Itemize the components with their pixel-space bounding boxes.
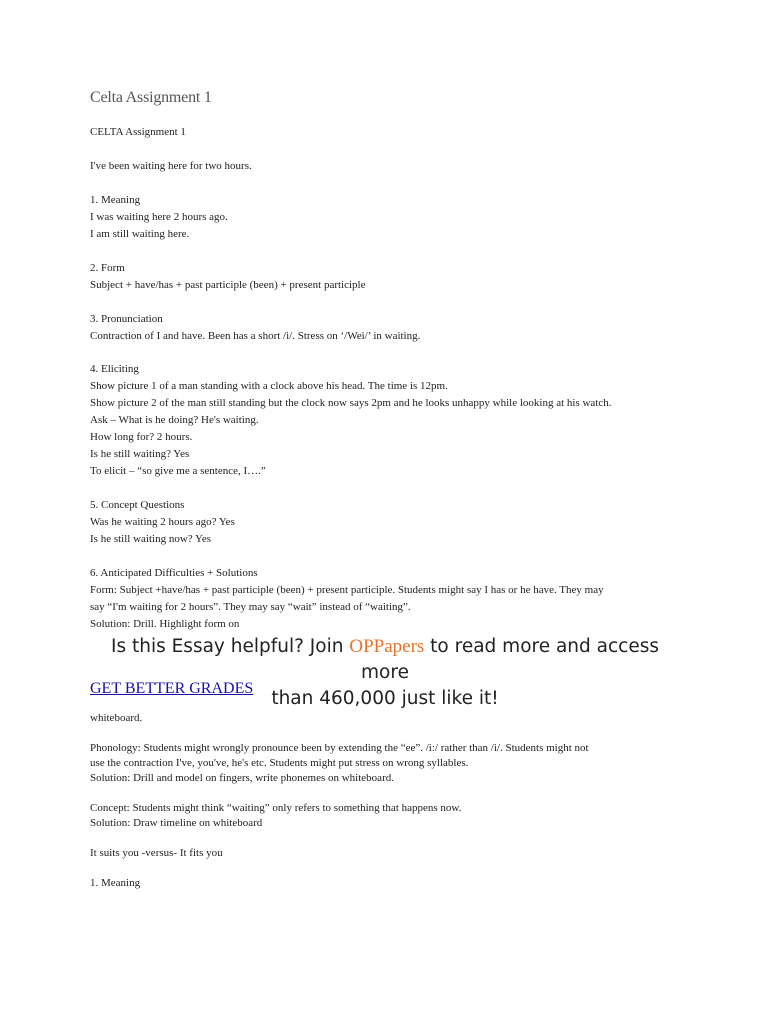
eliciting-line: Is he still waiting? Yes xyxy=(90,448,190,460)
eliciting-line: Show picture 1 of a man standing with a clock above his head. The time is 12pm. xyxy=(90,380,448,392)
eliciting-line: How long for? 2 hours. xyxy=(90,431,193,443)
eliciting-line: Ask – What is he doing? He's waiting. xyxy=(90,414,259,426)
promo-text: Is this Essay helpful? Join xyxy=(111,636,350,657)
difficulties-form-line: say “I'm waiting for 2 hours”. They may say “wait” instead of “waiting”. xyxy=(90,601,411,613)
difficulties-form-line: Form: Subject +have/has + past participle (been) + present participle. Students might say I has or he have. They may xyxy=(90,584,604,596)
form-line: Subject + have/has + past participle (been) + present participle xyxy=(90,279,366,291)
promo-line-2: than 460,000 just like it! xyxy=(271,688,499,709)
concept-line: Is he still waiting now? Yes xyxy=(90,533,211,545)
meaning-line: I am still waiting here. xyxy=(90,228,190,240)
concept-heading: 5. Concept Questions xyxy=(90,499,185,511)
meaning-heading: 1. Meaning xyxy=(90,194,141,206)
concept-difficulty-line: Concept: Students might think “waiting” only refers to something that happens now. xyxy=(90,802,462,814)
difficulties-solution-line: Solution: Drill. Highlight form on xyxy=(90,618,240,630)
phonology-line: Phonology: Students might wrongly pronounce been by extending the “ee”. /i:/ rather than /i/. Students might not xyxy=(90,742,589,754)
promo-text: to read more and access more xyxy=(361,636,659,683)
phonology-solution: Solution: Drill and model on fingers, write phonemes on whiteboard. xyxy=(90,772,394,784)
difficulties-heading: 6. Anticipated Difficulties + Solutions xyxy=(90,567,258,579)
eliciting-heading: 4. Eliciting xyxy=(90,363,139,375)
second-topic: It suits you -versus- It fits you xyxy=(90,847,223,859)
continued-word: whiteboard. xyxy=(90,712,143,724)
promo-line-1 xyxy=(90,634,680,686)
promo-brand: OPPapers xyxy=(349,636,425,657)
form-heading: 2. Form xyxy=(90,262,125,274)
pronunciation-line: Contraction of I and have. Been has a short /i/. Stress on ‘/Wei/’ in waiting. xyxy=(90,330,421,342)
document-subtitle: CELTA Assignment 1 xyxy=(90,126,186,138)
document-title: Celta Assignment 1 xyxy=(90,89,212,106)
concept-difficulty-solution: Solution: Draw timeline on whiteboard xyxy=(90,817,263,829)
concept-line: Was he waiting 2 hours ago? Yes xyxy=(90,516,235,528)
get-better-grades-link[interactable]: GET BETTER GRADES xyxy=(90,680,254,697)
phonology-line: use the contraction I've, you've, he's etc. Students might put stress on wrong syllables. xyxy=(90,757,469,769)
pronunciation-heading: 3. Pronunciation xyxy=(90,313,163,325)
eliciting-line: To elicit – “so give me a sentence, I….” xyxy=(90,465,266,477)
intro-sentence: I've been waiting here for two hours. xyxy=(90,160,252,172)
promo-banner xyxy=(90,634,680,712)
meaning-line: I was waiting here 2 hours ago. xyxy=(90,211,228,223)
second-meaning-heading: 1. Meaning xyxy=(90,877,141,889)
eliciting-line: Show picture 2 of the man still standing but the clock now says 2pm and he looks unhappy while looking at his watch. xyxy=(90,397,612,409)
